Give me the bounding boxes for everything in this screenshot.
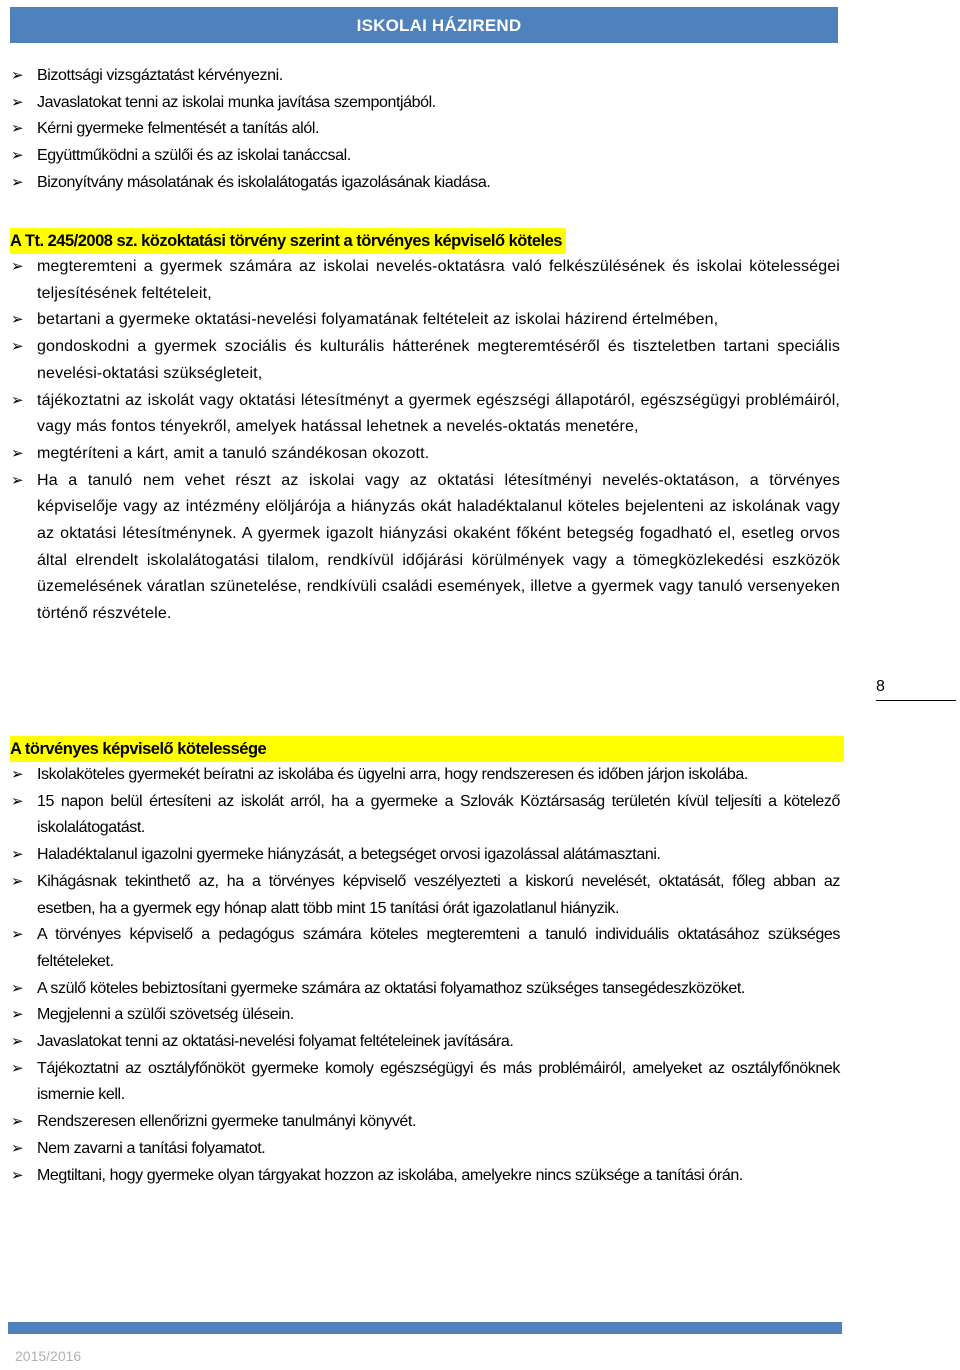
arrow-bullet-icon: ➢ — [11, 391, 24, 409]
arrow-bullet-icon: ➢ — [11, 338, 24, 356]
list-item: ➢ Haladéktalanul igazolni gyermeke hiányzását, a betegséget orvosi igazolással alátámasztani. — [10, 842, 840, 869]
page-number: 8 — [876, 678, 956, 701]
arrow-bullet-icon: ➢ — [11, 1006, 24, 1024]
list-item: ➢ Kihágásnak tekinthető az, ha a törvényes képviselő veszélyezteti a kiskorú nevelését, oktatását, főleg abban az esetben, ha a gyermek egy hónap alatt több mint 15 tanítási órát igazolatlanul hiányzik. — [10, 869, 840, 922]
list-item: ➢ Iskolaköteles gyermekét beíratni az iskolába és ügyelni arra, hogy rendszeresen és időben járjon iskolába. — [10, 762, 840, 789]
list-item: ➢ A törvényes képviselő a pedagógus számára köteles megteremteni a tanuló individuális oktatásához szükséges feltételeket. — [10, 922, 840, 975]
arrow-bullet-icon: ➢ — [11, 1139, 24, 1157]
arrow-bullet-icon: ➢ — [11, 147, 24, 165]
list-item: ➢ Tájékoztatni az osztályfőnököt gyermeke komoly egészségügyi és más problémáiról, amelyeket az osztályfőnöknek ismernie kell. — [10, 1056, 840, 1109]
list-item: ➢ megtéríteni a kárt, amit a tanuló szándékosan okozott. — [10, 441, 840, 468]
list-item: ➢ A szülő köteles bebiztosítani gyermeke számára az oktatási folyamathoz szükséges tansegédeszközöket. — [10, 976, 840, 1003]
arrow-bullet-icon: ➢ — [11, 926, 24, 944]
list-item: ➢ 15 napon belül értesíteni az iskolát arról, ha a gyermeke a Szlovák Köztársaság területén kívül teljesíti a kötelező iskolalátogatást. — [10, 789, 840, 842]
arrow-bullet-icon: ➢ — [11, 173, 24, 191]
footer-school-year: 2015/2016 — [15, 1348, 82, 1364]
list-item: ➢ betartani a gyermeke oktatási-nevelési folyamatának feltételeit az iskolai házirend értelmében, — [10, 307, 840, 334]
arrow-bullet-icon: ➢ — [11, 872, 24, 890]
arrow-bullet-icon: ➢ — [11, 311, 24, 329]
rights-list — [10, 63, 840, 197]
arrow-bullet-icon: ➢ — [11, 846, 24, 864]
arrow-bullet-icon: ➢ — [11, 258, 24, 275]
arrow-bullet-icon: ➢ — [11, 1033, 24, 1051]
list-item: ➢ Kérni gyermeke felmentését a tanítás alól. — [10, 116, 840, 143]
document-title: ISKOLAI HÁZIREND — [356, 16, 522, 35]
list-item: ➢ tájékoztatni az iskolát vagy oktatási létesítményt a gyermek egészségi állapotáról, egészségügyi problémáiról, vagy más fontos tényekről, amelyek hatással lehetnek a nevelés-oktatás menetére, — [10, 388, 840, 441]
arrow-bullet-icon: ➢ — [11, 471, 24, 489]
list-item: ➢ megteremteni a gyermek számára az iskolai nevelés-oktatásra való felkészülésének és iskolai kötelességei teljesítésének feltételeit, — [10, 254, 840, 307]
list-item: ➢ Javaslatokat tenni az oktatási-nevelési folyamat feltételeinek javítására. — [10, 1029, 840, 1056]
footer-bar — [8, 1322, 842, 1334]
section-heading-legal-duties: A Tt. 245/2008 sz. közoktatási törvény szerint a törvényes képviselő köteles — [10, 228, 566, 254]
arrow-bullet-icon: ➢ — [11, 444, 24, 462]
arrow-bullet-icon: ➢ — [11, 1166, 24, 1184]
obligations-list — [10, 762, 840, 1189]
arrow-bullet-icon: ➢ — [11, 93, 24, 111]
list-item: ➢ Bizottsági vizsgáztatást kérvényezni. — [10, 63, 840, 90]
list-item: ➢ gondoskodni a gyermek szociális és kulturális hátterének megteremtéséről és tiszteletben tartani speciális nevelési-oktatási szükségleteit, — [10, 334, 840, 387]
list-item: ➢ Nem zavarni a tanítási folyamatot. — [10, 1136, 840, 1163]
section-heading-obligations: A törvényes képviselő kötelessége — [10, 736, 844, 762]
arrow-bullet-icon: ➢ — [11, 979, 24, 997]
list-item: ➢ Ha a tanuló nem vehet részt az iskolai vagy az oktatási létesítményi nevelés-oktatáson, a törvényes képviselője vagy az intézmény elöljárója a hiányzás okát haladéktalanul köteles bejelenteni az iskolának vagy az oktatási létesítménynek. A gyermek igazolt hiányzási okaként főként betegség fogadható el, esetleg orvos által elrendelt iskolalátogatási tilalom, rendkívül időjárási körülmények vagy a tömegközlekedési eszközök üzemelésének váratlan szünetelése, rendkívüli családi események, illetve a gyermek vagy tanuló versenyeken történő részvétele. — [10, 468, 840, 628]
list-item: ➢ Rendszeresen ellenőrizni gyermeke tanulmányi könyvét. — [10, 1109, 840, 1136]
list-item: ➢ Javaslatokat tenni az iskolai munka javítása szempontjából. — [10, 90, 840, 117]
arrow-bullet-icon: ➢ — [11, 1059, 24, 1077]
header-bar — [10, 7, 838, 43]
arrow-bullet-icon: ➢ — [11, 766, 24, 783]
arrow-bullet-icon: ➢ — [11, 67, 24, 84]
list-item: ➢ Megtiltani, hogy gyermeke olyan tárgyakat hozzon az iskolába, amelyekre nincs szüksége a tanítási órán. — [10, 1163, 840, 1190]
arrow-bullet-icon: ➢ — [11, 792, 24, 810]
arrow-bullet-icon: ➢ — [11, 1113, 24, 1131]
legal-duties-list — [10, 254, 840, 628]
list-item: ➢ Bizonyítvány másolatának és iskolalátogatás igazolásának kiadása. — [10, 170, 840, 197]
list-item: ➢ Megjelenni a szülői szövetség ülésein. — [10, 1002, 840, 1029]
arrow-bullet-icon: ➢ — [11, 120, 24, 138]
list-item: ➢ Együttműködni a szülői és az iskolai tanáccsal. — [10, 143, 840, 170]
